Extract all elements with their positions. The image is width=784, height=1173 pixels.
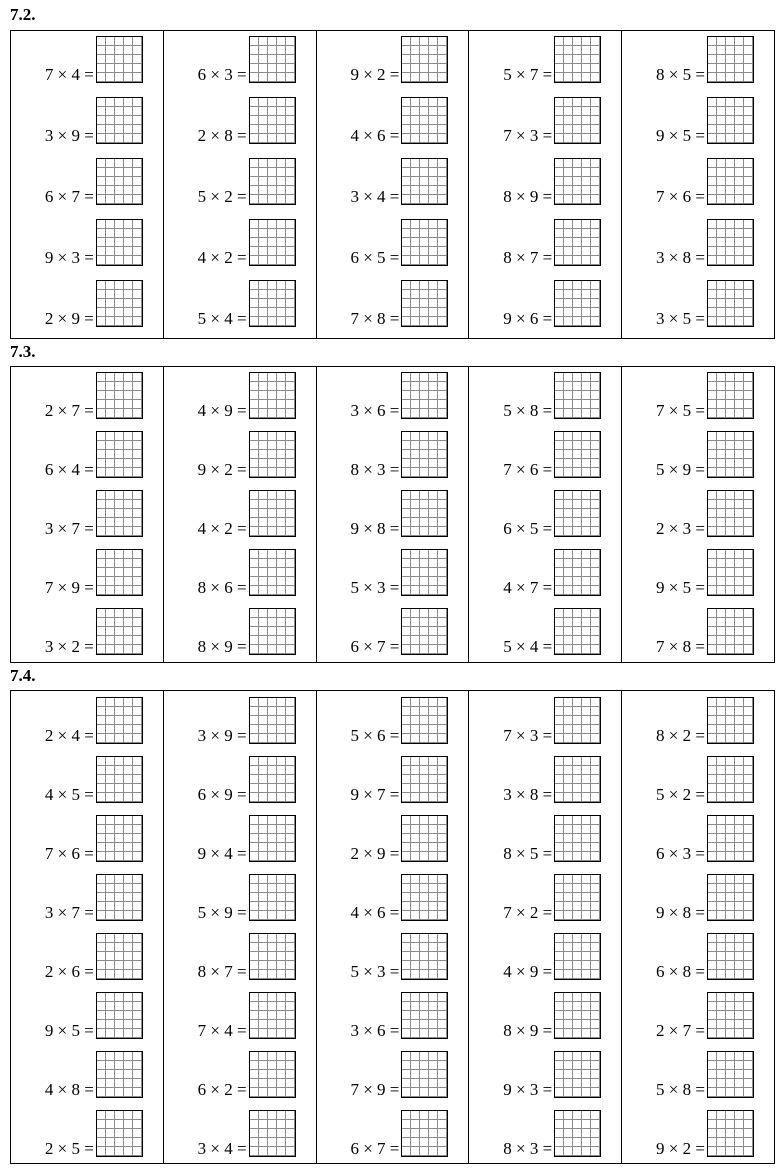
exercise-item (164, 372, 316, 420)
answer-grid-box[interactable] (249, 490, 296, 537)
exercise-item (11, 36, 163, 84)
answer-grid-box[interactable] (96, 608, 143, 655)
multiplication-expression: 3 × 7 = (44, 903, 94, 922)
multiplication-expression: 9 × 3 = (44, 248, 94, 267)
exercise-item (622, 36, 774, 84)
exercise-column (11, 367, 163, 662)
exercise-item (164, 36, 316, 84)
exercise-column (621, 367, 774, 662)
multiplication-expression: 2 × 9 = (350, 844, 400, 863)
multiplication-expression: 3 × 2 = (44, 637, 94, 656)
exercise-item (622, 815, 774, 863)
answer-grid-box[interactable] (401, 1051, 448, 1098)
exercise-column (11, 31, 163, 338)
multiplication-expression: 5 × 4 = (197, 309, 247, 328)
answer-grid-box[interactable] (96, 697, 143, 744)
answer-grid-box[interactable] (401, 97, 448, 144)
multiplication-expression: 2 × 4 = (44, 726, 94, 745)
exercise-item (622, 992, 774, 1040)
answer-grid-box[interactable] (401, 158, 448, 205)
answer-grid-box[interactable] (249, 549, 296, 596)
multiplication-expression: 7 × 9 = (44, 578, 94, 597)
answer-grid-box[interactable] (554, 815, 601, 862)
multiplication-expression: 2 × 5 = (44, 1139, 94, 1158)
exercise-item (622, 372, 774, 420)
exercise-item (317, 549, 469, 597)
exercise-item (317, 219, 469, 267)
answer-grid-box[interactable] (96, 219, 143, 266)
multiplication-expression: 5 × 3 = (350, 578, 400, 597)
answer-grid-box[interactable] (96, 158, 143, 205)
multiplication-expression: 8 × 9 = (503, 187, 553, 206)
exercise-item (164, 933, 316, 981)
exercise-item (11, 549, 163, 597)
exercise-item (317, 372, 469, 420)
answer-grid-box[interactable] (96, 97, 143, 144)
multiplication-expression: 8 × 9 = (503, 1021, 553, 1040)
answer-grid-box[interactable] (96, 756, 143, 803)
exercise-item (317, 280, 469, 328)
exercise-item (11, 608, 163, 656)
exercise-item (317, 697, 469, 745)
multiplication-expression: 3 × 5 = (656, 309, 705, 328)
answer-grid-box[interactable] (401, 1110, 448, 1157)
multiplication-expression: 7 × 4 = (197, 1021, 247, 1040)
exercise-column (468, 367, 621, 662)
multiplication-expression: 4 × 6 = (350, 903, 400, 922)
answer-grid-box[interactable] (554, 1110, 601, 1157)
exercise-item (317, 874, 469, 922)
multiplication-expression: 9 × 7 = (350, 785, 400, 804)
section-heading: 7.2. (10, 5, 36, 24)
multiplication-expression: 6 × 9 = (197, 785, 247, 804)
multiplication-expression: 6 × 4 = (44, 460, 94, 479)
exercise-item (11, 815, 163, 863)
answer-grid-box[interactable] (707, 97, 754, 144)
exercise-item (469, 431, 621, 479)
answer-grid-box[interactable] (707, 280, 754, 327)
exercise-table (10, 366, 775, 663)
answer-grid-box[interactable] (401, 756, 448, 803)
multiplication-expression: 4 × 7 = (503, 578, 553, 597)
exercise-column (316, 691, 469, 1163)
multiplication-expression: 4 × 8 = (44, 1080, 94, 1099)
answer-grid-box[interactable] (554, 219, 601, 266)
multiplication-expression: 8 × 7 = (197, 962, 247, 981)
exercise-item (11, 372, 163, 420)
answer-grid-box[interactable] (707, 431, 754, 478)
answer-grid-box[interactable] (249, 158, 296, 205)
exercise-item (164, 1051, 316, 1099)
multiplication-expression: 9 × 2 = (197, 460, 247, 479)
exercise-item (622, 1110, 774, 1158)
multiplication-expression: 9 × 2 = (350, 65, 400, 84)
answer-grid-box[interactable] (554, 490, 601, 537)
answer-grid-box[interactable] (96, 933, 143, 980)
exercise-item (11, 97, 163, 145)
exercise-item (469, 815, 621, 863)
exercise-item (11, 280, 163, 328)
multiplication-expression: 6 × 8 = (656, 962, 705, 981)
answer-grid-box[interactable] (707, 608, 754, 655)
answer-grid-box[interactable] (707, 1051, 754, 1098)
multiplication-expression: 9 × 8 = (350, 519, 400, 538)
multiplication-expression: 3 × 4 = (350, 187, 400, 206)
answer-grid-box[interactable] (707, 36, 754, 83)
exercise-item (164, 697, 316, 745)
answer-grid-box[interactable] (707, 372, 754, 419)
exercise-item (317, 1110, 469, 1158)
exercise-item (164, 815, 316, 863)
multiplication-expression: 3 × 4 = (197, 1139, 247, 1158)
multiplication-expression: 3 × 9 = (44, 126, 94, 145)
exercise-item (622, 490, 774, 538)
answer-grid-box[interactable] (554, 97, 601, 144)
exercise-item (317, 815, 469, 863)
exercise-column (468, 31, 621, 338)
exercise-item (317, 608, 469, 656)
answer-grid-box[interactable] (401, 36, 448, 83)
answer-grid-box[interactable] (707, 933, 754, 980)
exercise-item (11, 697, 163, 745)
exercise-item (11, 992, 163, 1040)
answer-grid-box[interactable] (96, 992, 143, 1039)
answer-grid-box[interactable] (249, 756, 296, 803)
exercise-item (469, 36, 621, 84)
exercise-item (317, 490, 469, 538)
answer-grid-box[interactable] (401, 608, 448, 655)
multiplication-expression: 7 × 8 = (656, 637, 705, 656)
exercise-item (469, 608, 621, 656)
multiplication-expression: 2 × 7 = (44, 401, 94, 420)
multiplication-expression: 4 × 9 = (503, 962, 553, 981)
exercise-item (11, 490, 163, 538)
exercise-column (316, 31, 469, 338)
exercise-column (163, 367, 316, 662)
answer-grid-box[interactable] (401, 431, 448, 478)
exercise-item (469, 933, 621, 981)
answer-grid-box[interactable] (249, 697, 296, 744)
answer-grid-box[interactable] (96, 1051, 143, 1098)
exercise-item (317, 933, 469, 981)
answer-grid-box[interactable] (554, 874, 601, 921)
exercise-item (469, 372, 621, 420)
multiplication-expression: 7 × 9 = (350, 1080, 400, 1099)
exercise-item (164, 431, 316, 479)
multiplication-expression: 3 × 6 = (350, 1021, 400, 1040)
answer-grid-box[interactable] (401, 549, 448, 596)
multiplication-expression: 7 × 6 = (44, 844, 94, 863)
exercise-column (316, 367, 469, 662)
exercise-item (11, 874, 163, 922)
exercise-item (317, 431, 469, 479)
answer-grid-box[interactable] (707, 158, 754, 205)
multiplication-expression: 2 × 3 = (656, 519, 705, 538)
multiplication-expression: 4 × 5 = (44, 785, 94, 804)
exercise-item (469, 1110, 621, 1158)
exercise-item (469, 158, 621, 206)
exercise-item (622, 549, 774, 597)
exercise-item (164, 490, 316, 538)
exercise-table (10, 690, 775, 1164)
multiplication-expression: 3 × 6 = (350, 401, 400, 420)
exercise-column (11, 691, 163, 1163)
answer-grid-box[interactable] (554, 280, 601, 327)
multiplication-expression: 8 × 7 = (503, 248, 553, 267)
answer-grid-box[interactable] (707, 756, 754, 803)
answer-grid-box[interactable] (96, 549, 143, 596)
exercise-item (11, 431, 163, 479)
answer-grid-box[interactable] (401, 933, 448, 980)
multiplication-expression: 6 × 7 = (350, 1139, 400, 1158)
exercise-item (622, 608, 774, 656)
answer-grid-box[interactable] (249, 874, 296, 921)
exercise-column (163, 31, 316, 338)
multiplication-expression: 3 × 9 = (197, 726, 247, 745)
answer-grid-box[interactable] (96, 874, 143, 921)
exercise-item (164, 992, 316, 1040)
multiplication-expression: 2 × 7 = (656, 1021, 705, 1040)
exercise-item (11, 219, 163, 267)
answer-grid-box[interactable] (554, 549, 601, 596)
exercise-item (469, 549, 621, 597)
answer-grid-box[interactable] (249, 219, 296, 266)
multiplication-expression: 9 × 4 = (197, 844, 247, 863)
answer-grid-box[interactable] (249, 36, 296, 83)
exercise-item (622, 280, 774, 328)
exercise-item (11, 1051, 163, 1099)
answer-grid-box[interactable] (249, 431, 296, 478)
answer-grid-box[interactable] (401, 490, 448, 537)
answer-grid-box[interactable] (554, 992, 601, 1039)
answer-grid-box[interactable] (707, 549, 754, 596)
exercise-table (10, 30, 775, 339)
multiplication-expression: 9 × 8 = (656, 903, 705, 922)
answer-grid-box[interactable] (401, 874, 448, 921)
exercise-item (622, 97, 774, 145)
answer-grid-box[interactable] (401, 815, 448, 862)
exercise-item (164, 874, 316, 922)
multiplication-expression: 5 × 7 = (503, 65, 553, 84)
exercise-item (11, 158, 163, 206)
multiplication-expression: 7 × 2 = (503, 903, 553, 922)
answer-grid-box[interactable] (249, 1110, 296, 1157)
multiplication-expression: 5 × 2 = (656, 785, 705, 804)
exercise-column (621, 31, 774, 338)
exercise-item (469, 219, 621, 267)
answer-grid-box[interactable] (707, 490, 754, 537)
exercise-item (469, 874, 621, 922)
multiplication-expression: 5 × 9 = (656, 460, 705, 479)
multiplication-expression: 9 × 2 = (656, 1139, 705, 1158)
exercise-item (317, 36, 469, 84)
answer-grid-box[interactable] (249, 815, 296, 862)
exercise-item (317, 97, 469, 145)
multiplication-expression: 8 × 2 = (656, 726, 705, 745)
exercise-item (11, 756, 163, 804)
multiplication-expression: 2 × 8 = (197, 126, 247, 145)
exercise-item (469, 280, 621, 328)
multiplication-expression: 8 × 5 = (503, 844, 553, 863)
answer-grid-box[interactable] (707, 815, 754, 862)
exercise-item (317, 1051, 469, 1099)
multiplication-expression: 9 × 3 = (503, 1080, 553, 1099)
multiplication-expression: 4 × 9 = (197, 401, 247, 420)
answer-grid-box[interactable] (707, 874, 754, 921)
answer-grid-box[interactable] (96, 431, 143, 478)
multiplication-expression: 2 × 6 = (44, 962, 94, 981)
multiplication-expression: 7 × 3 = (503, 126, 553, 145)
answer-grid-box[interactable] (96, 815, 143, 862)
answer-grid-box[interactable] (707, 219, 754, 266)
answer-grid-box[interactable] (401, 992, 448, 1039)
exercise-item (622, 874, 774, 922)
exercise-item (469, 490, 621, 538)
answer-grid-box[interactable] (249, 608, 296, 655)
multiplication-expression: 7 × 5 = (656, 401, 705, 420)
exercise-item (622, 1051, 774, 1099)
multiplication-expression: 7 × 3 = (503, 726, 553, 745)
answer-grid-box[interactable] (554, 933, 601, 980)
answer-grid-box[interactable] (554, 756, 601, 803)
exercise-item (164, 549, 316, 597)
multiplication-expression: 6 × 7 = (350, 637, 400, 656)
multiplication-expression: 5 × 4 = (503, 637, 553, 656)
answer-grid-box[interactable] (249, 97, 296, 144)
answer-grid-box[interactable] (401, 372, 448, 419)
exercise-item (622, 697, 774, 745)
exercise-item (469, 1051, 621, 1099)
exercise-item (622, 431, 774, 479)
multiplication-expression: 6 × 5 = (350, 248, 400, 267)
multiplication-expression: 3 × 8 = (503, 785, 553, 804)
answer-grid-box[interactable] (96, 372, 143, 419)
exercise-item (164, 1110, 316, 1158)
multiplication-expression: 5 × 6 = (350, 726, 400, 745)
exercise-column (621, 691, 774, 1163)
exercise-item (164, 608, 316, 656)
multiplication-expression: 6 × 5 = (503, 519, 553, 538)
exercise-item (164, 158, 316, 206)
answer-grid-box[interactable] (96, 36, 143, 83)
multiplication-expression: 9 × 5 = (656, 126, 705, 145)
multiplication-expression: 6 × 3 = (197, 65, 247, 84)
answer-grid-box[interactable] (554, 36, 601, 83)
exercise-item (164, 97, 316, 145)
exercise-item (164, 756, 316, 804)
exercise-column (163, 691, 316, 1163)
multiplication-expression: 7 × 6 = (656, 187, 705, 206)
multiplication-expression: 2 × 9 = (44, 309, 94, 328)
answer-grid-box[interactable] (249, 933, 296, 980)
multiplication-expression: 4 × 2 = (197, 519, 247, 538)
exercise-column (468, 691, 621, 1163)
multiplication-expression: 7 × 4 = (44, 65, 94, 84)
answer-grid-box[interactable] (249, 372, 296, 419)
multiplication-expression: 3 × 7 = (44, 519, 94, 538)
answer-grid-box[interactable] (249, 992, 296, 1039)
multiplication-expression: 8 × 3 = (350, 460, 400, 479)
multiplication-expression: 7 × 6 = (503, 460, 553, 479)
exercise-item (317, 158, 469, 206)
answer-grid-box[interactable] (96, 1110, 143, 1157)
multiplication-expression: 3 × 8 = (656, 248, 705, 267)
answer-grid-box[interactable] (554, 697, 601, 744)
answer-grid-box[interactable] (707, 992, 754, 1039)
multiplication-expression: 9 × 6 = (503, 309, 553, 328)
answer-grid-box[interactable] (707, 1110, 754, 1157)
exercise-item (317, 992, 469, 1040)
answer-grid-box[interactable] (401, 280, 448, 327)
exercise-item (164, 280, 316, 328)
multiplication-expression: 5 × 3 = (350, 962, 400, 981)
answer-grid-box[interactable] (554, 608, 601, 655)
multiplication-expression: 8 × 6 = (197, 578, 247, 597)
exercise-item (164, 219, 316, 267)
multiplication-expression: 4 × 2 = (197, 248, 247, 267)
answer-grid-box[interactable] (554, 1051, 601, 1098)
exercise-item (469, 756, 621, 804)
exercise-item (11, 933, 163, 981)
answer-grid-box[interactable] (554, 372, 601, 419)
section-heading: 7.3. (10, 342, 36, 361)
answer-grid-box[interactable] (96, 280, 143, 327)
multiplication-expression: 5 × 2 = (197, 187, 247, 206)
exercise-item (622, 219, 774, 267)
exercise-item (622, 933, 774, 981)
multiplication-expression: 8 × 3 = (503, 1139, 553, 1158)
exercise-item (11, 1110, 163, 1158)
multiplication-expression: 9 × 5 = (656, 578, 705, 597)
multiplication-expression: 5 × 9 = (197, 903, 247, 922)
answer-grid-box[interactable] (401, 219, 448, 266)
answer-grid-box[interactable] (401, 697, 448, 744)
exercise-item (469, 97, 621, 145)
multiplication-expression: 6 × 2 = (197, 1080, 247, 1099)
multiplication-expression: 9 × 5 = (44, 1021, 94, 1040)
multiplication-expression: 6 × 3 = (656, 844, 705, 863)
exercise-item (622, 158, 774, 206)
exercise-item (469, 697, 621, 745)
section-heading: 7.4. (10, 666, 36, 685)
exercise-item (622, 756, 774, 804)
answer-grid-box[interactable] (554, 431, 601, 478)
answer-grid-box[interactable] (249, 1051, 296, 1098)
multiplication-expression: 8 × 9 = (197, 637, 247, 656)
answer-grid-box[interactable] (707, 697, 754, 744)
multiplication-expression: 6 × 7 = (44, 187, 94, 206)
multiplication-expression: 4 × 6 = (350, 126, 400, 145)
answer-grid-box[interactable] (249, 280, 296, 327)
multiplication-expression: 8 × 5 = (656, 65, 705, 84)
multiplication-expression: 5 × 8 = (503, 401, 553, 420)
answer-grid-box[interactable] (554, 158, 601, 205)
exercise-item (317, 756, 469, 804)
multiplication-expression: 7 × 8 = (350, 309, 400, 328)
exercise-item (469, 992, 621, 1040)
answer-grid-box[interactable] (96, 490, 143, 537)
multiplication-expression: 5 × 8 = (656, 1080, 705, 1099)
